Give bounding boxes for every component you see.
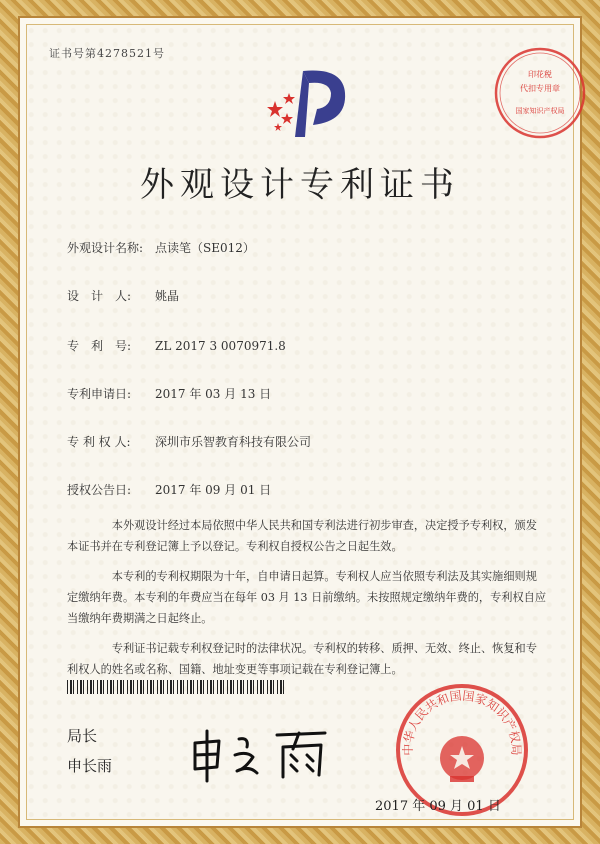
field-patentee <box>67 433 311 450</box>
barcode <box>67 680 287 694</box>
director-title: 局长 <box>67 727 98 745</box>
field-value: 点读笔（SE012） <box>155 241 255 255</box>
director-name: 申长雨 <box>67 757 113 775</box>
field-value: 2017 年 09 月 01 日 <box>155 483 272 497</box>
body-paragraph: 本专利的专利权期限为十年，自申请日起算。专利权人应当依照专利法及其实施细则规定缴纳年费。本专利的年费应当在每年 03 月 13 日前缴纳。未按照规定缴纳年费的，专利权自应当缴纳年费期满之日起终止。 <box>67 570 547 625</box>
svg-text:印花税: 印花税 <box>528 70 552 79</box>
field-patent-number <box>67 337 286 354</box>
field-label: 设 计 人: <box>67 289 132 303</box>
body-paragraph: 本外观设计经过本局依照中华人民共和国专利法进行初步审查，决定授予专利权，颁发本证书并在专利登记簿上予以登记。专利权自授权公告之日起生效。 <box>67 519 537 553</box>
certificate-title: 外观设计专利证书 <box>140 165 460 205</box>
field-designer <box>67 287 179 304</box>
svg-text:代扣专用章: 代扣专用章 <box>520 84 560 93</box>
field-design-name <box>67 239 255 256</box>
field-application-date <box>67 385 271 402</box>
certificate-number: 证书号第4278521号 <box>49 47 165 60</box>
stamp-duty-seal <box>490 43 590 143</box>
issue-date: 2017 年 09 月 01 日 <box>375 799 501 814</box>
certificate-paper <box>26 24 574 820</box>
field-label: 专 利 权 人: <box>67 435 131 449</box>
field-value: ZL 2017 3 0070971.8 <box>155 339 286 353</box>
field-grant-date <box>67 481 271 498</box>
field-label: 专利申请日: <box>67 387 132 401</box>
svg-text:中华人民共和国国家知识产权局: 中华人民共和国国家知识产权局 <box>400 688 524 756</box>
certificate-body <box>67 515 547 689</box>
field-value: 姚晶 <box>155 289 180 303</box>
director-signature <box>187 725 337 783</box>
field-label: 外观设计名称: <box>67 241 144 255</box>
patent-office-logo <box>265 63 355 143</box>
field-value: 深圳市乐智教育科技有限公司 <box>155 435 312 449</box>
field-value: 2017 年 03 月 13 日 <box>155 387 272 401</box>
field-label: 授权公告日: <box>67 483 132 497</box>
certificate-page <box>18 16 582 828</box>
field-label: 专 利 号: <box>67 339 132 353</box>
body-paragraph: 专利证书记载专利权登记时的法律状况。专利权的转移、质押、无效、终止、恢复和专利权人的姓名或名称、国籍、地址变更等事项记载在专利登记簿上。 <box>67 642 537 676</box>
svg-text:国家知识产权局: 国家知识产权局 <box>515 107 565 115</box>
